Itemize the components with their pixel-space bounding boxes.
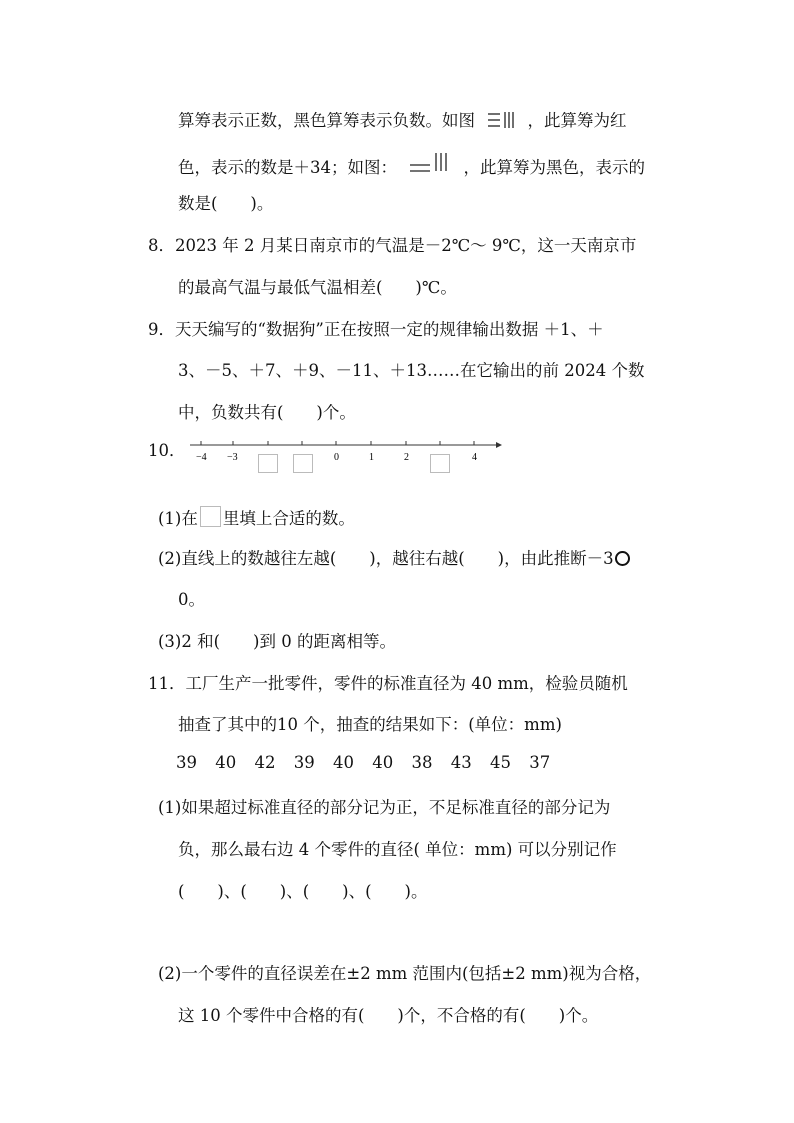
answer-box-2[interactable] <box>293 454 313 473</box>
q10-part-1 <box>158 505 355 529</box>
number-line-svg <box>188 437 508 477</box>
inline-box-icon <box>200 506 221 527</box>
q10-p1b: 里填上合适的数。 <box>222 509 355 528</box>
answer-box-1[interactable] <box>258 454 278 473</box>
q9-line-2: 3、－5、＋7、＋9、－11、＋13……在它输出的前 2024 个数 <box>178 361 645 380</box>
q8-line-1: 8．2023 年 2 月某日南京市的气温是－2℃～ 9℃，这一天南京市 <box>148 236 637 255</box>
q11-part-2-line-2: 这 10 个零件中合格的有( )个，不合格的有( )个。 <box>178 1006 599 1025</box>
data-value: 38 <box>411 753 433 772</box>
tick-label-0: 0 <box>334 452 339 463</box>
q10-part-2 <box>158 545 630 569</box>
q7-text-2b: ，此算筹为黑色，表示的 <box>463 158 645 177</box>
tick-label-4: 4 <box>472 452 477 463</box>
data-value: 40 <box>372 753 394 772</box>
data-value: 39 <box>176 753 197 772</box>
q7-text-1b: ，此算筹为红 <box>527 111 627 130</box>
q7-text-2a: 色，表示的数是＋34；如图： <box>178 158 397 177</box>
q11-line-2: 抽查了其中的10 个，抽查的结果如下：(单位：mm) <box>178 715 562 734</box>
q9-line-1: 9．天天编写的“数据狗”正在按照一定的规律输出数据 ＋1、＋ <box>148 320 604 339</box>
answer-box-3[interactable] <box>430 454 450 473</box>
counting-rod-red-icon <box>486 110 516 130</box>
q7-line-3: 数是( )。 <box>178 194 274 213</box>
q10-p2a: (2)直线上的数越往左越( )，越往右越( )，由此推断－3 <box>158 549 614 568</box>
data-value: 42 <box>254 753 276 772</box>
data-value: 45 <box>490 753 511 772</box>
q7-text-1a: 算筹表示正数，黑色算筹表示负数。如图 <box>178 111 475 130</box>
tick-label-neg4: −4 <box>196 452 207 463</box>
number-line <box>188 437 508 481</box>
tick-label-2: 2 <box>404 452 409 463</box>
q11-part-1-line-2: 负，那么最右边 4 个零件的直径( 单位：mm) 可以分别记作 <box>178 840 617 859</box>
data-value: 40 <box>215 753 237 772</box>
data-value: 39 <box>293 753 315 772</box>
data-value: 43 <box>450 753 472 772</box>
q11-part-1-line-1: (1)如果超过标准直径的部分记为正，不足标准直径的部分记为 <box>158 798 611 817</box>
answer-circle[interactable] <box>615 551 630 566</box>
q11-part-2-line-1: (2)一个零件的直径误差在±2 mm 范围内(包括±2 mm)视为合格， <box>158 964 652 983</box>
tick-label-neg3: −3 <box>227 452 238 463</box>
q11-part-1-line-3: ( )、( )、( )、( )。 <box>178 882 428 901</box>
data-value: 40 <box>333 753 354 772</box>
counting-rod-black-icon <box>408 151 452 175</box>
q8-line-2: 的最高气温与最低气温相差( )℃。 <box>178 278 457 297</box>
q7-line-1 <box>178 107 627 131</box>
q10-p1a: (1)在 <box>158 509 198 528</box>
q10-number: 10． <box>148 441 186 460</box>
q11-line-1: 11．工厂生产一批零件，零件的标准直径为 40 mm，检验员随机 <box>148 674 628 693</box>
q10-part-3: (3)2 和( )到 0 的距离相等。 <box>158 632 396 651</box>
q11-data-row <box>176 753 563 772</box>
arrow-icon <box>496 442 502 448</box>
q7-line-2 <box>178 151 645 178</box>
q10-part-2-cont: 0。 <box>178 590 205 609</box>
q9-line-3: 中，负数共有( )个。 <box>178 403 356 422</box>
tick-label-1: 1 <box>369 452 374 463</box>
data-value: 37 <box>529 753 551 772</box>
